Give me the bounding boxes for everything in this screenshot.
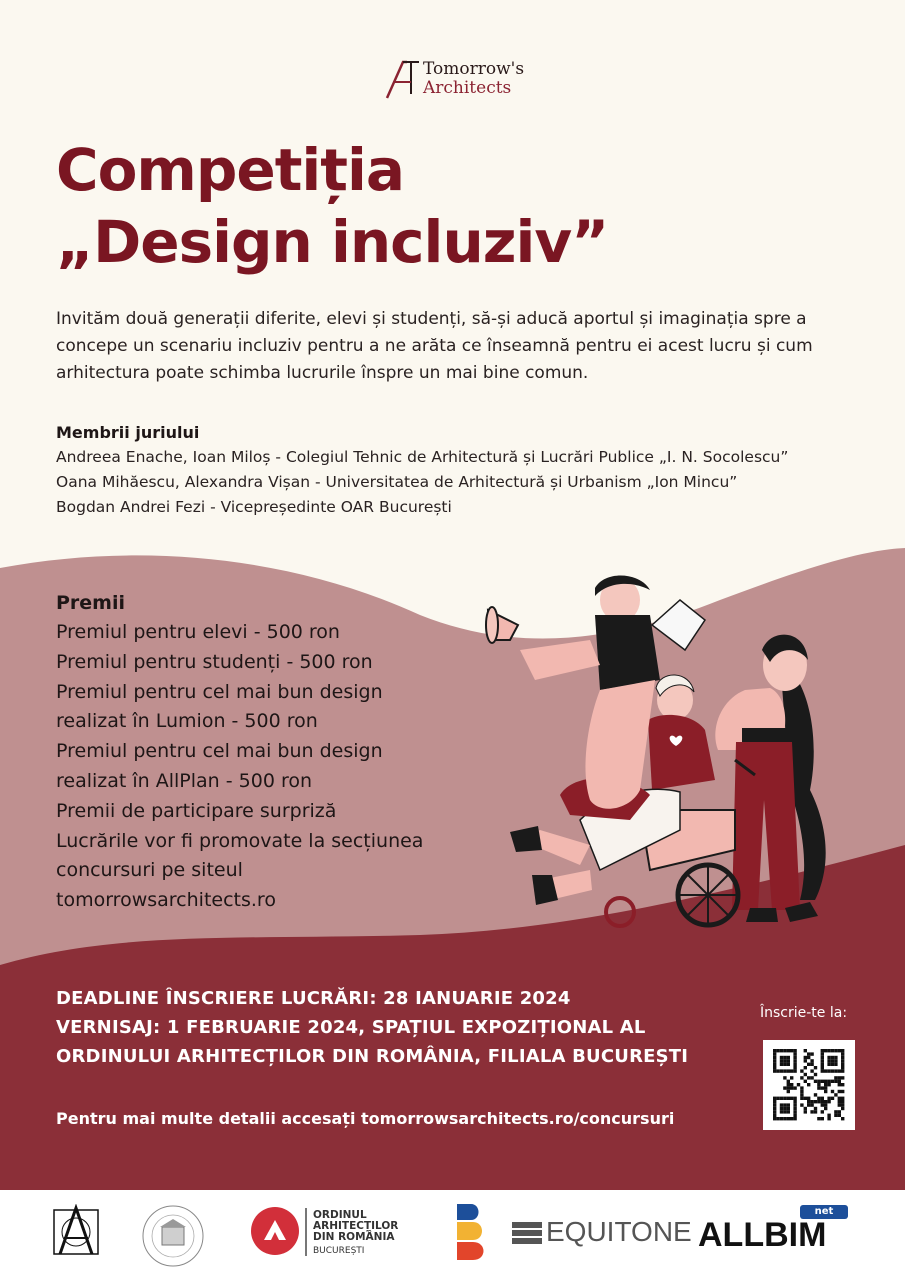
intro-line: concepe un scenariu incluziv pentru a ne arăta ce înseamnă pentru ei acest lucru și cum	[56, 336, 813, 356]
equitone-logo: EQUITONE	[546, 1216, 692, 1247]
oar-divider	[305, 1208, 307, 1256]
prize-line: concursuri pe siteul	[56, 859, 243, 882]
tomorrows-architects-logo	[385, 58, 545, 100]
jury-member: Bogdan Andrei Fezi - Vicepreședinte OAR București	[56, 498, 452, 516]
qr-code-pattern	[763, 1040, 855, 1130]
logo-line-1: Tomorrow's	[423, 59, 525, 79]
prize-line: tomorrowsarchitects.ro	[56, 889, 276, 912]
megaphone-icon	[486, 607, 518, 643]
prize-line: Premiul pentru cel mai bun design	[56, 740, 383, 763]
deadline-line: VERNISAJ: 1 FEBRUARIE 2024, SPAȚIUL EXPOZIȚIONAL AL	[56, 1017, 646, 1038]
oar-line: ARHITECȚILOR	[313, 1220, 399, 1232]
oar-line: ORDINUL	[313, 1209, 367, 1221]
net-badge: net	[800, 1205, 848, 1219]
prize-line: realizat în Lumion - 500 ron	[56, 710, 318, 733]
intro-line: Invităm două generații diferite, elevi și studenți, să-și aducă aportul și imaginația spre a	[56, 309, 807, 329]
logo-text	[423, 60, 524, 98]
inclusive-people-illustration	[480, 570, 860, 950]
prizes-heading: Premii	[56, 592, 126, 614]
prize-line: Premiul pentru studenți - 500 ron	[56, 650, 373, 673]
title-line-2: „Design incluziv”	[56, 208, 609, 276]
details-link-text[interactable]: Pentru mai multe detalii accesați tomorrowsarchitects.ro/concursuri	[56, 1109, 675, 1128]
jury-member: Oana Mihăescu, Alexandra Vișan - Universitatea de Arhitectură și Urbanism „Ion Mincu”	[56, 473, 738, 491]
oar-city: BUCUREȘTI	[313, 1246, 365, 1256]
equitone-mark-icon	[512, 1220, 542, 1246]
jury-member: Andreea Enache, Ioan Miloș - Colegiul Tehnic de Arhitectură și Lucrări Publice „I. N. Socolescu”	[56, 448, 789, 466]
jury-heading: Membrii juriului	[56, 423, 200, 442]
inclusive-shapes-logo-icon	[455, 1202, 489, 1262]
ctalp-compass-logo-icon	[50, 1204, 102, 1258]
deadline-line: DEADLINE ÎNSCRIERE LUCRĂRI: 28 IANUARIE 2024	[56, 988, 571, 1009]
jury-section	[56, 420, 886, 520]
oar-logo-icon	[250, 1206, 300, 1256]
prizes-section	[56, 590, 476, 916]
prize-line: Premiul pentru elevi - 500 ron	[56, 621, 340, 643]
allbim-logo: ALLBIM	[698, 1216, 827, 1254]
qr-code-icon[interactable]	[763, 1040, 855, 1130]
oar-line: DIN ROMÂNIA	[313, 1231, 395, 1243]
logo-line-2: Architects	[423, 78, 512, 98]
deadline-line: ORDINULUI ARHITECȚILOR DIN ROMÂNIA, FILIALA BUCUREȘTI	[56, 1046, 689, 1067]
intro-paragraph	[56, 306, 856, 387]
logo-a-mark-icon	[385, 58, 425, 100]
prize-line: realizat în AllPlan - 500 ron	[56, 769, 313, 792]
prize-line: Premiul pentru cel mai bun design	[56, 680, 383, 703]
deadline-section	[56, 984, 756, 1071]
title-line-1: Competiția	[56, 136, 405, 204]
intro-line: arhitectura poate schimba lucrurile înspre un mai bine comun.	[56, 363, 589, 383]
prize-line: Lucrările vor fi promovate la secțiunea	[56, 829, 424, 852]
prize-line: Premii de participare surpriză	[56, 799, 337, 822]
page-title	[56, 134, 608, 278]
register-label: Înscrie-te la:	[760, 1005, 848, 1021]
school-seal-logo-icon	[140, 1203, 206, 1269]
oar-name	[313, 1210, 398, 1243]
